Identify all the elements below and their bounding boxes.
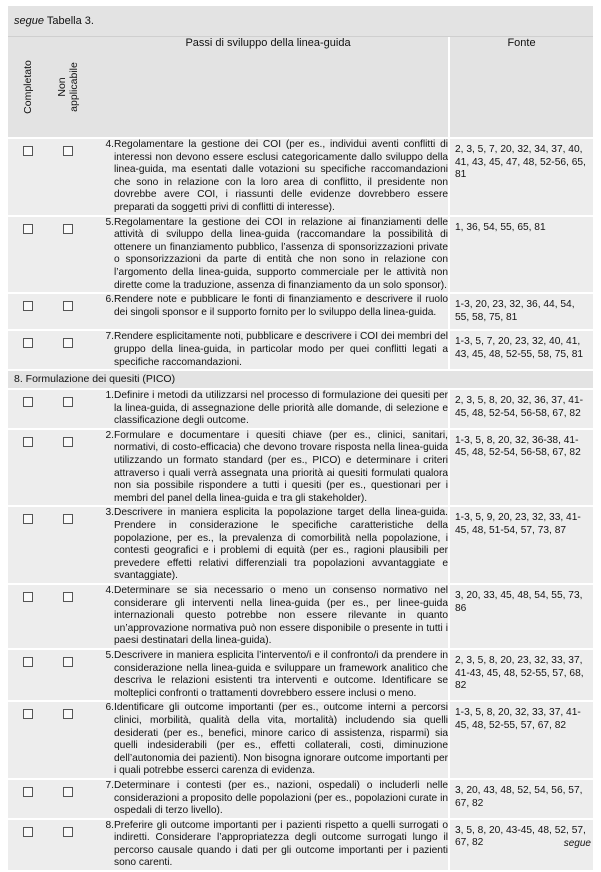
step-number: 6. — [88, 701, 114, 779]
table-row — [8, 649, 593, 701]
section-8-rows — [8, 389, 593, 871]
step-number: 4. — [88, 584, 114, 649]
table-caption — [8, 6, 593, 37]
not-applicable-checkbox[interactable] — [63, 787, 73, 797]
document-page — [8, 6, 593, 872]
section-title: 8. Formulazione dei quesiti (PICO) — [8, 370, 593, 389]
table-row — [8, 429, 593, 507]
step-source: 2, 3, 5, 8, 20, 23, 32, 33, 37, 41-43, 45, 48, 52-55, 57, 68, 82 — [449, 649, 593, 701]
table-row — [8, 138, 593, 216]
steps-header: Passi di sviluppo della linea-guida — [88, 37, 449, 138]
step-source: 3, 20, 33, 45, 48, 54, 55, 73, 86 — [449, 584, 593, 649]
table-row — [8, 779, 593, 819]
not-applicable-checkbox[interactable] — [63, 338, 73, 348]
step-text: Rendere note e pubblicare le fonti di finanziamento e descrivere il ruolo dei singoli sponsor e il supporto fornito per lo sviluppo della linea-guida. — [114, 293, 449, 330]
completed-checkbox[interactable] — [23, 224, 33, 234]
not-applicable-checkbox[interactable] — [63, 657, 73, 667]
not-applicable-checkbox[interactable] — [63, 827, 73, 837]
step-number: 6. — [88, 293, 114, 330]
table-header-row — [8, 37, 593, 138]
caption-prefix: segue — [14, 15, 44, 27]
step-number: 5. — [88, 216, 114, 294]
step-number: 5. — [88, 649, 114, 701]
step-source: 1-3, 20, 23, 32, 36, 44, 54, 55, 58, 75, 81 — [449, 293, 593, 330]
step-text: Rendere esplicitamente noti, pubblicare e descrivere i COI dei membri del gruppo della linea-guida, in particolar modo per quei conflitti legati a specifiche raccomandazioni. — [114, 330, 449, 370]
not-applicable-checkbox[interactable] — [63, 592, 73, 602]
source-header: Fonte — [449, 37, 593, 138]
step-text: Regolamentare la gestione dei COI (per es., individui aventi conflitti di interessi non devono essere esclusi categoricamente dallo sviluppo della linea-guida, ma esentati dalle votazioni su specifiche raccomandazioni che sono in relazione con la loro area di conflitto, il presidente non dovrebbe avere COI, i riassunti delle evidenze dovrebbero essere preparati da soggetti privi di conflitti di interesse). — [114, 138, 449, 216]
step-source: 1-3, 5, 8, 20, 32, 33, 37, 41-45, 48, 52-55, 57, 67, 82 — [449, 701, 593, 779]
not-applicable-checkbox[interactable] — [63, 397, 73, 407]
completed-checkbox[interactable] — [23, 592, 33, 602]
step-number: 8. — [88, 819, 114, 871]
not-applicable-checkbox[interactable] — [63, 514, 73, 524]
not-applicable-checkbox[interactable] — [63, 146, 73, 156]
step-number: 7. — [88, 330, 114, 370]
footer-continued: segue — [563, 838, 591, 849]
section-7-rows — [8, 138, 593, 370]
completed-checkbox[interactable] — [23, 657, 33, 667]
step-text: Identificare gli outcome importanti (per es., outcome interni a percorsi clinici, morbilità, qualità della vita, mortalità) includendo sia quelli desiderati (per es., benefici, minore carico di assistenza, risparmi) sia quelli indesiderabili (per es., effetti collaterali, costi, diminuzione dell’autonomia dei pazienti). Non bisogna ignorare outcome importanti per i quali potrebbe esserci carenza di evidenza. — [114, 701, 449, 779]
completed-checkbox[interactable] — [23, 338, 33, 348]
step-number: 4. — [88, 138, 114, 216]
step-source: 3, 20, 43, 48, 52, 54, 56, 57, 67, 82 — [449, 779, 593, 819]
table-row — [8, 216, 593, 294]
table-row — [8, 819, 593, 871]
table-row — [8, 389, 593, 429]
step-source: 2, 3, 5, 8, 20, 32, 36, 37, 41-45, 48, 52-54, 56-58, 67, 82 — [449, 389, 593, 429]
completed-header — [8, 37, 48, 138]
completed-header-label: Completato — [22, 60, 34, 114]
step-source: 1-3, 5, 8, 20, 32, 36-38, 41-45, 48, 52-54, 56-58, 67, 82 — [449, 429, 593, 507]
step-text: Descrivere in maniera esplicita la popolazione target della linea-guida. Prendere in considerazione le specifiche caratteristiche della popolazione, per es., la prevalenza di comorbilità nella popolazione, i contesti geografici e i problemi di equità (per es., ragioni plausibili per prevedere effetti relativi differenziali tra popolazioni avvantaggiate e svantaggiate). — [114, 506, 449, 584]
table-row — [8, 506, 593, 584]
completed-checkbox[interactable] — [23, 437, 33, 447]
guideline-table — [8, 37, 593, 872]
step-source: 1-3, 5, 7, 20, 23, 32, 40, 41, 43, 45, 48, 52-55, 58, 75, 81 — [449, 330, 593, 370]
step-source: 1, 36, 54, 55, 65, 81 — [449, 216, 593, 294]
step-number: 7. — [88, 779, 114, 819]
step-text: Determinare i contesti (per es., nazioni, ospedali) o includerli nelle considerazioni a proposito delle popolazioni (per es., popolazioni curate in ospedali di terzo livello). — [114, 779, 449, 819]
completed-checkbox[interactable] — [23, 301, 33, 311]
completed-checkbox[interactable] — [23, 827, 33, 837]
step-number: 2. — [88, 429, 114, 507]
completed-checkbox[interactable] — [23, 787, 33, 797]
step-text: Determinare se sia necessario o meno un consenso normativo nel considerare gli interventi nella linea-guida (per es., per linee-guida internazionali questo potrebbe non essere rilevante in quanto un’approvazione normativa può non essere disponibile o presente in tutti i paesi destinatari della linea-guida). — [114, 584, 449, 649]
not-applicable-checkbox[interactable] — [63, 709, 73, 719]
completed-checkbox[interactable] — [23, 514, 33, 524]
step-text: Formulare e documentare i quesiti chiave (per es., clinici, sanitari, normativi, di costo-efficacia) che devono trovare risposta nella linea-guida utilizzando un formato standard (per es., PICO) e determinare i criteri attraverso i quali verrà assegnata una priorità ai quesiti formulati qualora non sia possibile rispondere a tutti i quesiti (per es., questionari per i membri del panel della linea-guida e tra gli stakeholder). — [114, 429, 449, 507]
step-number: 3. — [88, 506, 114, 584]
not-applicable-label-1: Non — [56, 77, 68, 97]
step-source: 2, 3, 5, 7, 20, 32, 34, 37, 40, 41, 43, 45, 47, 48, 52-56, 65, 81 — [449, 138, 593, 216]
caption-title: Tabella 3. — [46, 15, 94, 27]
section-row — [8, 370, 593, 389]
table-row — [8, 330, 593, 370]
completed-checkbox[interactable] — [23, 397, 33, 407]
completed-checkbox[interactable] — [23, 709, 33, 719]
completed-checkbox[interactable] — [23, 146, 33, 156]
step-text: Preferire gli outcome importanti per i pazienti rispetto a quelli surrogati o indiretti. Considerare l’appropriatezza degli outcome surrogati lungo il percorso causale quando i dati per gli outcome importanti per i pazienti sono carenti. — [114, 819, 449, 871]
not-applicable-header — [48, 37, 88, 138]
step-text: Definire i metodi da utilizzarsi nel processo di formulazione dei quesiti per la linea-guida, di assegnazione delle priorità alle domande, di selezione e classificazione degli outcome. — [114, 389, 449, 429]
not-applicable-checkbox[interactable] — [63, 301, 73, 311]
not-applicable-checkbox[interactable] — [63, 224, 73, 234]
table-row — [8, 293, 593, 330]
not-applicable-label-2: applicabile — [68, 62, 80, 112]
step-source: 1-3, 5, 9, 20, 23, 32, 33, 41-45, 48, 51-54, 57, 73, 87 — [449, 506, 593, 584]
step-text: Regolamentare la gestione dei COI in relazione ai finanziamenti delle attività di sviluppo della linea-guida (raccomandare la possibilità di ottenere un finanziamento pubblico, l’assenza di sponsorizzazioni private o sponsorizzazioni da parte di entità che non sono in relazione con l’argomento della linea-guida, supporto commerciale per le attività non dirette come la traduzione, assenza di finanziamento da un solo sponsor). — [114, 216, 449, 294]
not-applicable-checkbox[interactable] — [63, 437, 73, 447]
step-source: 3, 5, 8, 20, 43-45, 48, 52, 57, 67, 82 — [449, 819, 593, 871]
step-number: 1. — [88, 389, 114, 429]
table-row — [8, 584, 593, 649]
step-text: Descrivere in maniera esplicita l’intervento/i e il confronto/i da prendere in considerazione nella linea-guida e sviluppare un framework analitico che descriva le relazioni esistenti tra interventi e outcome. Identificare se molteplici confronti o trattamenti dovrebbero essere inclusi o meno. — [114, 649, 449, 701]
table-row — [8, 701, 593, 779]
